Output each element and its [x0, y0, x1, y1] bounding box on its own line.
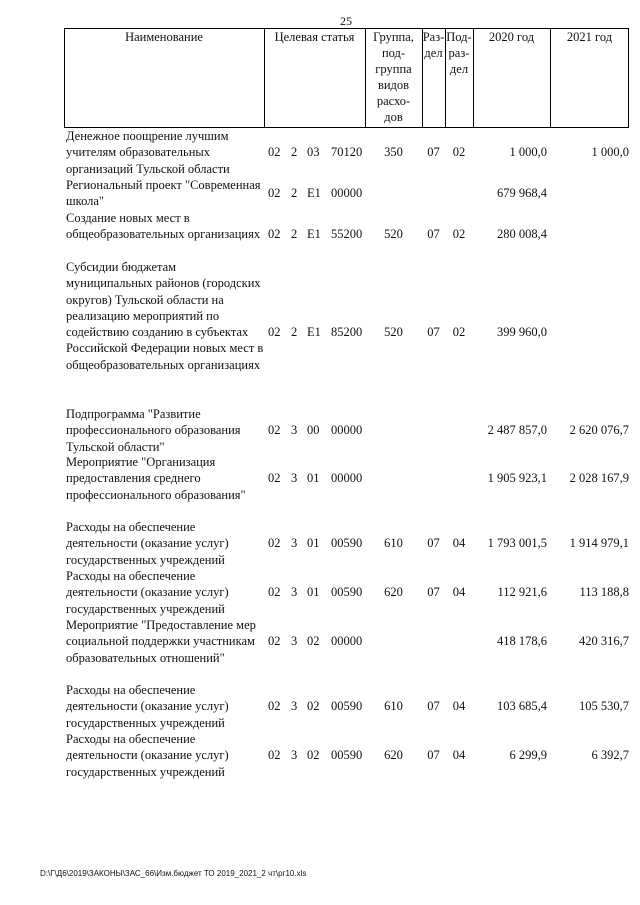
cell-c1: 02 — [268, 748, 281, 763]
cell-c2: 3 — [291, 748, 298, 763]
cell-c1: 02 — [268, 536, 281, 551]
cell-c3: 02 — [307, 699, 320, 714]
cell-v2020: 280 008,4 — [497, 227, 547, 242]
cell-v2021: 1 914 979,1 — [569, 536, 629, 551]
cell-c4: 00000 — [331, 471, 363, 486]
cell-v2020: 2 487 857,0 — [487, 423, 547, 438]
cell-c4: 00590 — [331, 748, 363, 763]
cell-sub: 04 — [452, 536, 466, 551]
cell-sec: 07 — [427, 748, 440, 763]
cell-c1: 02 — [268, 325, 281, 340]
cell-sub: 02 — [452, 227, 466, 242]
table-row — [64, 617, 629, 666]
cell-v2020: 103 685,4 — [497, 699, 547, 714]
cell-c4: 00590 — [331, 585, 363, 600]
cell-c2: 3 — [291, 423, 298, 438]
cell-v2021: 1 000,0 — [591, 145, 629, 160]
cell-sec: 07 — [427, 699, 440, 714]
cell-grp: 610 — [384, 536, 403, 551]
cell-v2021: 2 028 167,9 — [569, 471, 629, 486]
cell-c1: 02 — [268, 585, 281, 600]
cell-c2: 3 — [291, 536, 298, 551]
table-row — [64, 128, 629, 177]
cell-v2020: 418 178,6 — [497, 634, 547, 649]
row-name: Расходы на обеспечение деятельности (оказание услуг) государственных учреждений — [66, 732, 229, 779]
table-header — [64, 28, 629, 128]
cell-v2021: 6 392,7 — [591, 748, 629, 763]
header-section: Раз- дел — [422, 30, 445, 60]
row-name: Мероприятие "Организация предоставления среднего профессионального образования" — [66, 455, 246, 502]
file-path-footer: D:\Г\Д6\2019\ЗАКОНЫ\ЗАС_66\Изм.бюджет ТО 2019_2021_2 чт\рг10.xls — [40, 869, 307, 878]
cell-c1: 02 — [268, 471, 281, 486]
cell-c1: 02 — [268, 423, 281, 438]
cell-c4: 00000 — [331, 423, 363, 438]
cell-v2021: 2 620 076,7 — [569, 423, 629, 438]
cell-c3: 01 — [307, 536, 320, 551]
cell-c2: 2 — [291, 186, 298, 201]
row-name: Денежное поощрение лучшим учителям образовательных организаций Тульской области — [66, 129, 230, 176]
cell-c1: 02 — [268, 699, 281, 714]
table-row — [64, 568, 629, 617]
cell-c4: 85200 — [331, 325, 363, 340]
table-row — [64, 259, 629, 406]
header-name: Наименование — [125, 30, 203, 44]
cell-grp: 520 — [384, 227, 403, 242]
cell-c3: 00 — [307, 423, 320, 438]
cell-c4: 55200 — [331, 227, 363, 242]
cell-sec: 07 — [427, 227, 440, 242]
cell-c2: 3 — [291, 699, 298, 714]
table-row — [64, 210, 629, 259]
cell-grp: 610 — [384, 699, 403, 714]
cell-c3: 03 — [307, 145, 320, 160]
row-name: Создание новых мест в общеобразовательных организациях — [66, 211, 261, 242]
cell-sub: 02 — [452, 325, 466, 340]
cell-c3: 01 — [307, 585, 320, 600]
cell-grp: 620 — [384, 748, 403, 763]
header-subsection: Под- раз- дел — [446, 30, 472, 76]
cell-v2021: 420 316,7 — [579, 634, 629, 649]
header-2020: 2020 год — [488, 30, 535, 44]
cell-c1: 02 — [268, 145, 281, 160]
cell-sec: 07 — [427, 585, 440, 600]
row-name: Расходы на обеспечение деятельности (оказание услуг) государственных учреждений — [66, 520, 229, 567]
cell-c3: E1 — [307, 227, 321, 242]
cell-v2020: 6 299,9 — [509, 748, 547, 763]
header-target: Целевая статья — [274, 30, 355, 44]
cell-sec: 07 — [427, 536, 440, 551]
cell-c3: E1 — [307, 186, 321, 201]
cell-c3: E1 — [307, 325, 321, 340]
cell-c2: 3 — [291, 634, 298, 649]
cell-c2: 2 — [291, 145, 298, 160]
table-row — [64, 682, 629, 731]
cell-c2: 3 — [291, 585, 298, 600]
cell-c3: 02 — [307, 634, 320, 649]
row-name: Подпрограмма "Развитие профессионального образования Тульской области" — [66, 407, 241, 454]
cell-c3: 02 — [307, 748, 320, 763]
header-group: Группа, под- группа видов расхо- дов — [373, 30, 414, 124]
cell-v2020: 399 960,0 — [497, 325, 547, 340]
row-name: Расходы на обеспечение деятельности (оказание услуг) государственных учреждений — [66, 683, 229, 730]
cell-grp: 620 — [384, 585, 403, 600]
row-name: Расходы на обеспечение деятельности (оказание услуг) государственных учреждений — [66, 569, 229, 616]
cell-c4: 00590 — [331, 536, 363, 551]
cell-v2020: 1 905 923,1 — [487, 471, 547, 486]
cell-v2020: 1 000,0 — [509, 145, 547, 160]
cell-c2: 2 — [291, 325, 298, 340]
table-row — [64, 731, 629, 780]
cell-c4: 00000 — [331, 186, 363, 201]
page-number: 25 — [340, 14, 352, 28]
cell-c4: 00590 — [331, 699, 363, 714]
cell-c4: 70120 — [331, 145, 363, 160]
row-name: Региональный проект "Современная школа" — [66, 178, 261, 209]
table-row — [64, 177, 629, 210]
header-2021: 2021 год — [566, 30, 613, 44]
cell-c2: 2 — [291, 227, 298, 242]
table-row — [64, 519, 629, 568]
cell-sub: 04 — [452, 585, 466, 600]
cell-sec: 07 — [427, 145, 440, 160]
cell-sec: 07 — [427, 325, 440, 340]
cell-c1: 02 — [268, 634, 281, 649]
budget-table — [64, 28, 629, 779]
cell-sub: 02 — [452, 145, 466, 160]
table-row — [64, 454, 629, 503]
row-name: Мероприятие "Предоставление мер социальной поддержки участникам образовательных отношений" — [66, 618, 256, 665]
cell-grp: 350 — [384, 145, 403, 160]
cell-v2021: 105 530,7 — [579, 699, 629, 714]
cell-v2021: 113 188,8 — [579, 585, 629, 600]
cell-c1: 02 — [268, 186, 281, 201]
cell-sub: 04 — [452, 699, 466, 714]
cell-c2: 3 — [291, 471, 298, 486]
cell-grp: 520 — [384, 325, 403, 340]
cell-c4: 00000 — [331, 634, 363, 649]
cell-v2020: 1 793 001,5 — [487, 536, 547, 551]
cell-v2020: 112 921,6 — [497, 585, 547, 600]
table-row — [64, 406, 629, 455]
cell-c1: 02 — [268, 227, 281, 242]
row-name: Субсидии бюджетам муниципальных районов (городских округов) Тульской области на реализацию мероприятий по содействию созданию в субъектах Российской Федерации новых мест в общеобразовательных организациях — [66, 260, 264, 372]
cell-c3: 01 — [307, 471, 320, 486]
cell-sub: 04 — [452, 748, 466, 763]
cell-v2020: 679 968,4 — [497, 186, 547, 201]
